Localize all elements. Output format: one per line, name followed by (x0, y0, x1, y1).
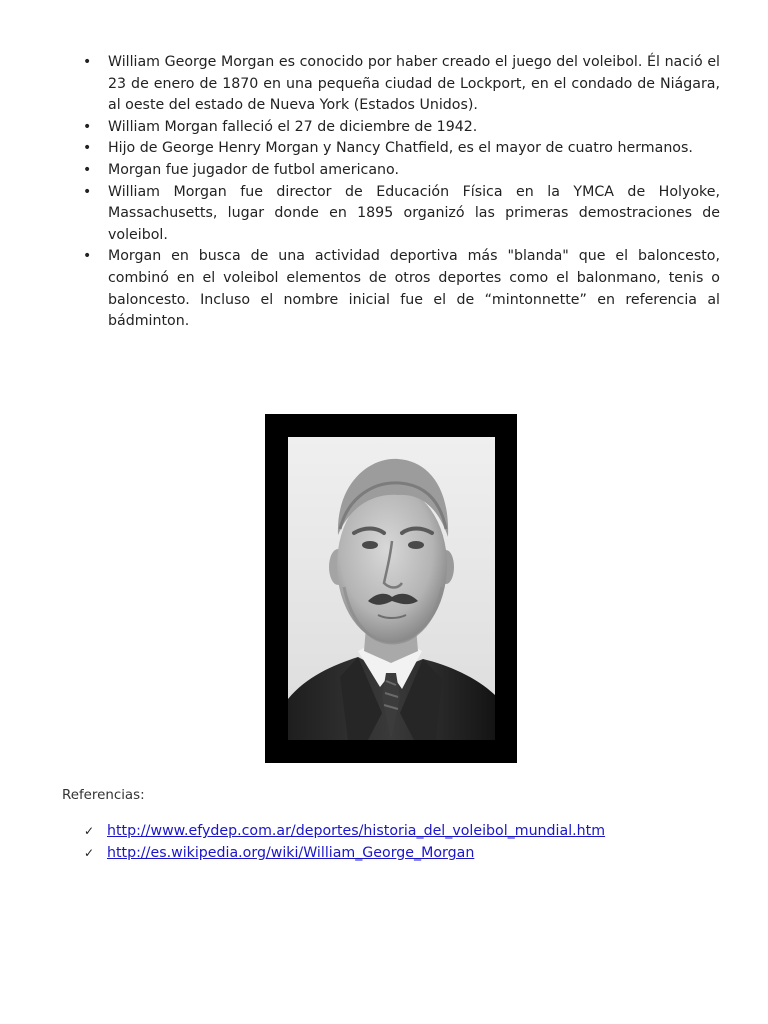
fact-text: Morgan fue jugador de futbol americano. (108, 161, 399, 178)
fact-text: Hijo de George Henry Morgan y Nancy Chatfield, es el mayor de cuatro hermanos. (108, 140, 693, 157)
check-icon: ✓ (84, 824, 95, 838)
fact-list (80, 52, 720, 333)
list-item (80, 182, 720, 247)
portrait-photo (288, 437, 495, 740)
bullet-icon: • (83, 118, 92, 135)
fact-text: William George Morgan es conocido por haber creado el juego del voleibol. Él nació el 23 de enero de 1870 en una pequeña ciudad de Lockport, en el condado de Niágara, al oeste del estado de Nueva York (Estados Unidos). (108, 54, 720, 114)
bullet-icon: • (83, 54, 92, 70)
list-item (80, 52, 720, 117)
bullet-icon: • (83, 183, 92, 200)
reference-link-efydep[interactable]: http://www.efydep.com.ar/deportes/historia_del_voleibol_mundial.htm (107, 823, 606, 839)
bullet-icon: • (83, 140, 92, 157)
fact-text: Morgan en busca de una actividad deportiva más "blanda" que el baloncesto, combinó en el voleibol elementos de otros deportes como el balonmano, tenis o baloncesto. Incluso el nombre inicial fue el de “mintonnette” en referencia al bádminton. (108, 248, 720, 330)
fact-text: William Morgan fue director de Educación Física en la YMCA de Holyoke, Massachusetts, lugar donde en 1895 organizó las primeras demostraciones de voleibol. (108, 183, 720, 243)
list-item (80, 160, 720, 182)
list-item (84, 820, 605, 842)
portrait-frame (265, 414, 517, 763)
fact-text: William Morgan falleció el 27 de diciembre de 1942. (108, 118, 478, 135)
references-list (84, 820, 605, 864)
bullet-icon: • (83, 161, 92, 178)
bullet-icon: • (83, 248, 92, 265)
check-icon: ✓ (84, 846, 95, 860)
list-item (80, 117, 720, 139)
list-item (84, 842, 605, 864)
list-item (80, 138, 720, 160)
references-label: Referencias: (62, 788, 145, 803)
list-item (80, 246, 720, 332)
reference-link-wikipedia[interactable]: http://es.wikipedia.org/wiki/William_George_Morgan (107, 845, 475, 861)
